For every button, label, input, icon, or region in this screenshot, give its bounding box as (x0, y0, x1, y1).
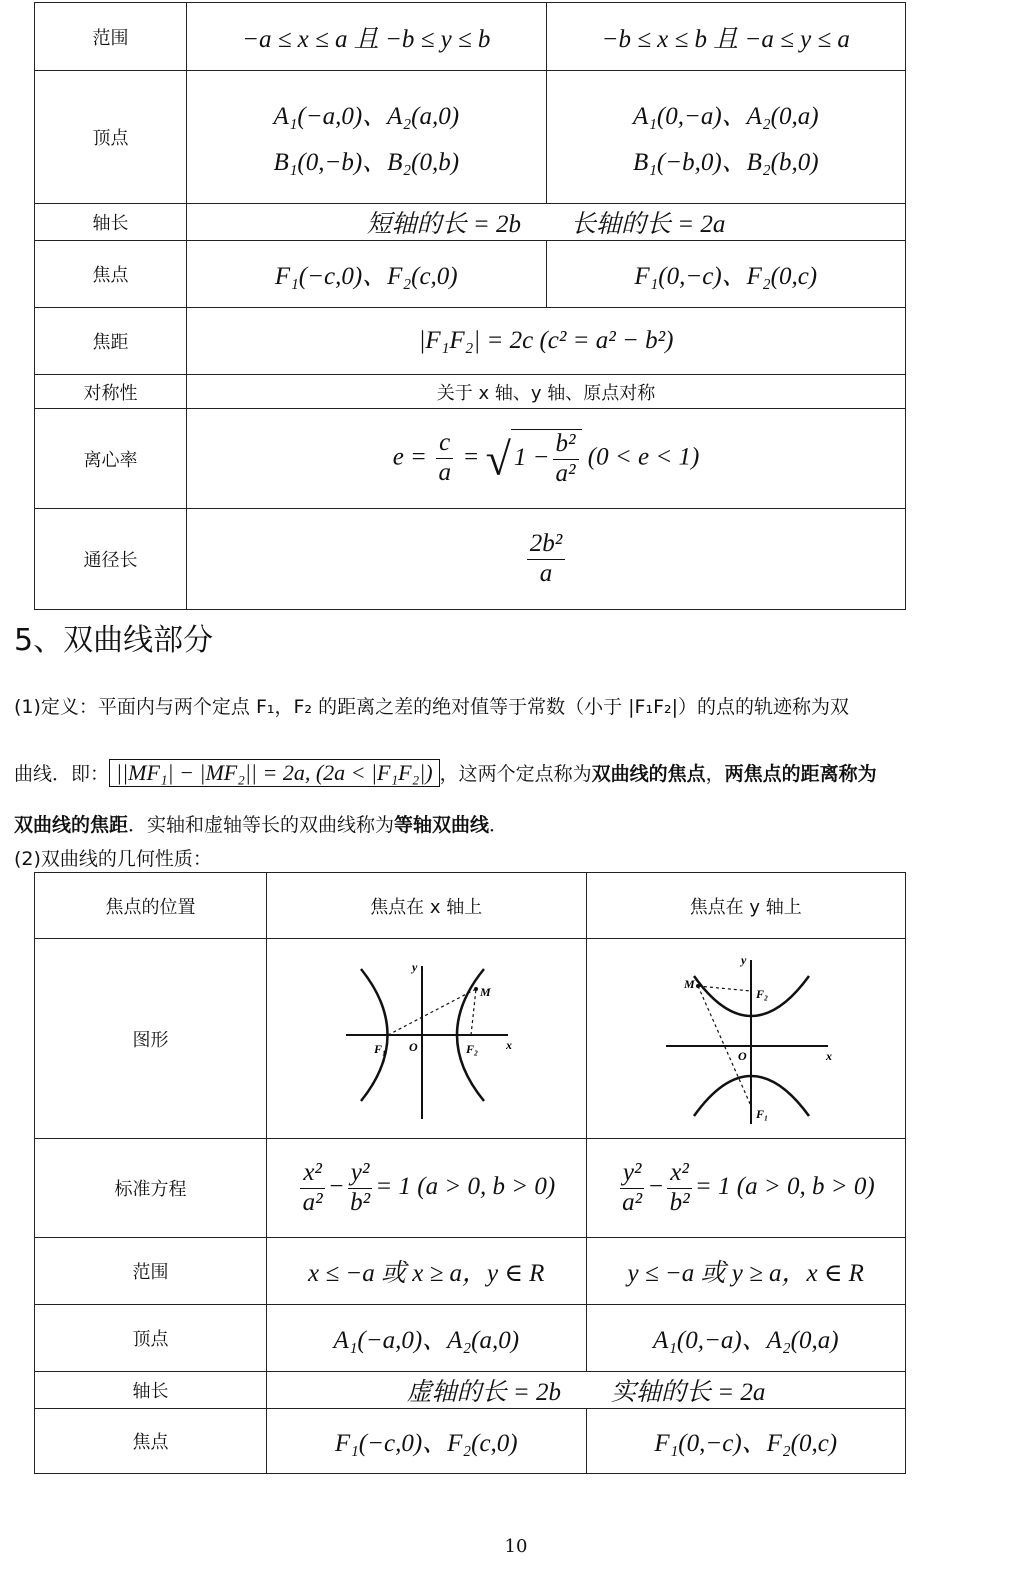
vertices-left (187, 71, 547, 204)
ecc-inner: 1 − (513, 443, 550, 471)
header-x-axis: 焦点在 x 轴上 (267, 873, 587, 939)
vertices-left-a: A₁(−a,0)、A₂(a,0) (273, 103, 460, 130)
label-o: O (737, 1048, 747, 1063)
eq-left-frac-1 (300, 1159, 325, 1218)
row-label: 图形 (35, 939, 267, 1139)
ellipse-properties-table (34, 2, 906, 610)
eq-left-n1: x² (300, 1159, 325, 1189)
equation-right: $\frac{\text{y²}}{\text{a²}}$ − $\frac{\text{x²}}{\text{b²}}$ = 1 (a > 0, b > 0) (586, 1139, 906, 1238)
symmetry: 关于 x 轴、y 轴、原点对称 (187, 375, 906, 409)
point-m (474, 987, 478, 991)
label-m: M (480, 984, 491, 999)
def-bold-distance: 两焦点的距离称为 (724, 763, 877, 785)
row-label: 标准方程 (35, 1139, 267, 1238)
eccentricity-formula (187, 409, 906, 509)
ecc-inner-num: b² (553, 430, 579, 460)
ecc-num: c (436, 429, 453, 459)
vertices-right (546, 71, 906, 204)
def-text-a: 曲线．即： (14, 763, 110, 785)
axis-length: 短轴的长 = 2b 长轴的长 = 2a (187, 204, 906, 241)
eq-right-n1: y² (620, 1159, 645, 1189)
label-f2: F₂ (755, 986, 768, 1001)
foci-right: F₁(0,−c)、F₂(0,c) (546, 241, 906, 308)
foci-left: F₁(−c,0)、F₂(c,0) (267, 1409, 587, 1474)
axis-length: 虚轴的长 = 2b 实轴的长 = 2a (267, 1372, 906, 1409)
figure-y-axis-cell (586, 939, 906, 1139)
ecc-sqrt (511, 429, 582, 489)
range-right: y ≤ −a 或 y ≥ a，x ∈ R (586, 1238, 906, 1305)
range-left: x ≤ −a 或 x ≥ a，y ∈ R (267, 1238, 587, 1305)
def-bold-equilateral: 等轴双曲线 (394, 814, 490, 836)
eq-left-d1: a² (302, 1188, 323, 1216)
latus-den: a (539, 559, 553, 587)
row-label: 范围 (35, 1238, 267, 1305)
row-label: 焦距 (35, 308, 187, 375)
label-o: O (409, 1039, 418, 1054)
eq-left-n2: y² (348, 1159, 373, 1189)
latus-rectum (187, 509, 906, 610)
eq-left-frac-2 (348, 1159, 373, 1218)
eq-left-d2: b² (350, 1188, 371, 1216)
eq-right-frac-2 (667, 1159, 692, 1218)
row-label: 顶点 (35, 71, 187, 204)
row-label: 范围 (35, 3, 187, 71)
definition-line-1: (1)定义：平面内与两个定点 F₁，F₂ 的距离之差的绝对值等于常数（小于 |F₁F₂|）的点的轨迹称为双 (14, 696, 850, 718)
eq-right-frac-1 (620, 1159, 645, 1218)
equation-left: $\frac{\text{x²}}{\text{a²}}$ − $\frac{\text{y²}}{\text{b²}}$ = 1 (a > 0, b > 0) (267, 1139, 587, 1238)
page-number: 10 (504, 1536, 528, 1557)
hyperbola-properties-table (34, 872, 906, 1474)
ecc-eq: = (462, 443, 480, 471)
hyperbola-x-figure (326, 951, 526, 1121)
eq-right-d1: a² (622, 1188, 643, 1216)
label-x: x (506, 1037, 513, 1052)
ecc-den: a (438, 459, 451, 486)
label-f1: F₁ (374, 1041, 387, 1056)
def-text-b: ，这两个定点称为 (439, 763, 592, 785)
ecc-rhs: (0 < e < 1) (587, 443, 700, 471)
vertices-right-b: B₁(−b,0)、B₂(b,0) (632, 149, 819, 176)
figure-x-axis-cell (267, 939, 587, 1139)
vertices-right: A₁(0,−a)、A₂(0,a) (586, 1305, 906, 1372)
row-label: 顶点 (35, 1305, 267, 1372)
def-text-d: ．实轴和虚轴等长的双曲线称为 (128, 814, 395, 836)
latus-fraction (527, 530, 566, 589)
row-label: 轴长 (35, 204, 187, 241)
row-label: 离心率 (35, 409, 187, 509)
label-f1: F₁ (755, 1106, 768, 1121)
mf1-line (388, 989, 476, 1035)
latus-num: 2b² (527, 530, 566, 560)
section-heading: 5、双曲线部分 (14, 623, 214, 658)
foci-right: F₁(0,−c)、F₂(0,c) (586, 1409, 906, 1474)
def-bold-foci: 双曲线的焦点 (591, 763, 706, 785)
label-f2: F₂ (466, 1041, 479, 1056)
vertices-right-a: A₁(0,−a)、A₂(0,a) (632, 103, 819, 130)
label-m: M (683, 976, 695, 991)
row-label: 焦点的位置 (35, 873, 267, 939)
def-text-c: ， (705, 763, 725, 785)
ecc-inner-fraction (553, 430, 579, 489)
foci-left: F₁(−c,0)、F₂(c,0) (187, 241, 547, 308)
eq-right-n2: x² (667, 1159, 692, 1189)
mf2-line (471, 989, 476, 1035)
label-y: y (740, 952, 747, 967)
radical-sign: √ (485, 433, 511, 484)
range-right: −b ≤ x ≤ b 且 −a ≤ y ≤ a (546, 3, 906, 71)
hyperbola-y-figure (646, 946, 846, 1126)
row-label: 通径长 (35, 509, 187, 610)
row-label: 对称性 (35, 375, 187, 409)
eq-right-d2: b² (669, 1188, 690, 1216)
ecc-lhs: e = (392, 443, 427, 471)
label-x: x (825, 1048, 832, 1063)
def-bold-focal-length: 双曲线的焦距 (14, 814, 129, 836)
definition-formula-box: ||MF₁| − |MF₂|| = 2a, (2a < |F₁F₂|) (109, 759, 440, 787)
vertices-left-b: B₁(0,−b)、B₂(0,b) (273, 149, 460, 176)
header-y-axis: 焦点在 y 轴上 (586, 873, 906, 939)
def-text-end: ． (489, 814, 509, 836)
definition-line-2 (14, 759, 877, 787)
definition-line-3 (14, 810, 508, 837)
row-label: 焦点 (35, 241, 187, 308)
row-label: 焦点 (35, 1409, 267, 1474)
ecc-inner-den: a² (555, 459, 576, 487)
focal-distance: |F₁F₂| = 2c (c² = a² − b²) (187, 308, 906, 375)
eq-right-rhs: = 1 (a > 0, b > 0) (694, 1172, 875, 1200)
properties-heading: (2)双曲线的几何性质： (14, 848, 212, 870)
eq-left-rhs: = 1 (a > 0, b > 0) (375, 1172, 556, 1200)
vertices-left: A₁(−a,0)、A₂(a,0) (267, 1305, 587, 1372)
row-label: 轴长 (35, 1372, 267, 1409)
point-m (696, 984, 700, 988)
ecc-fraction (436, 429, 453, 488)
range-left: −a ≤ x ≤ a 且 −b ≤ y ≤ b (187, 3, 547, 71)
label-y: y (412, 959, 418, 974)
